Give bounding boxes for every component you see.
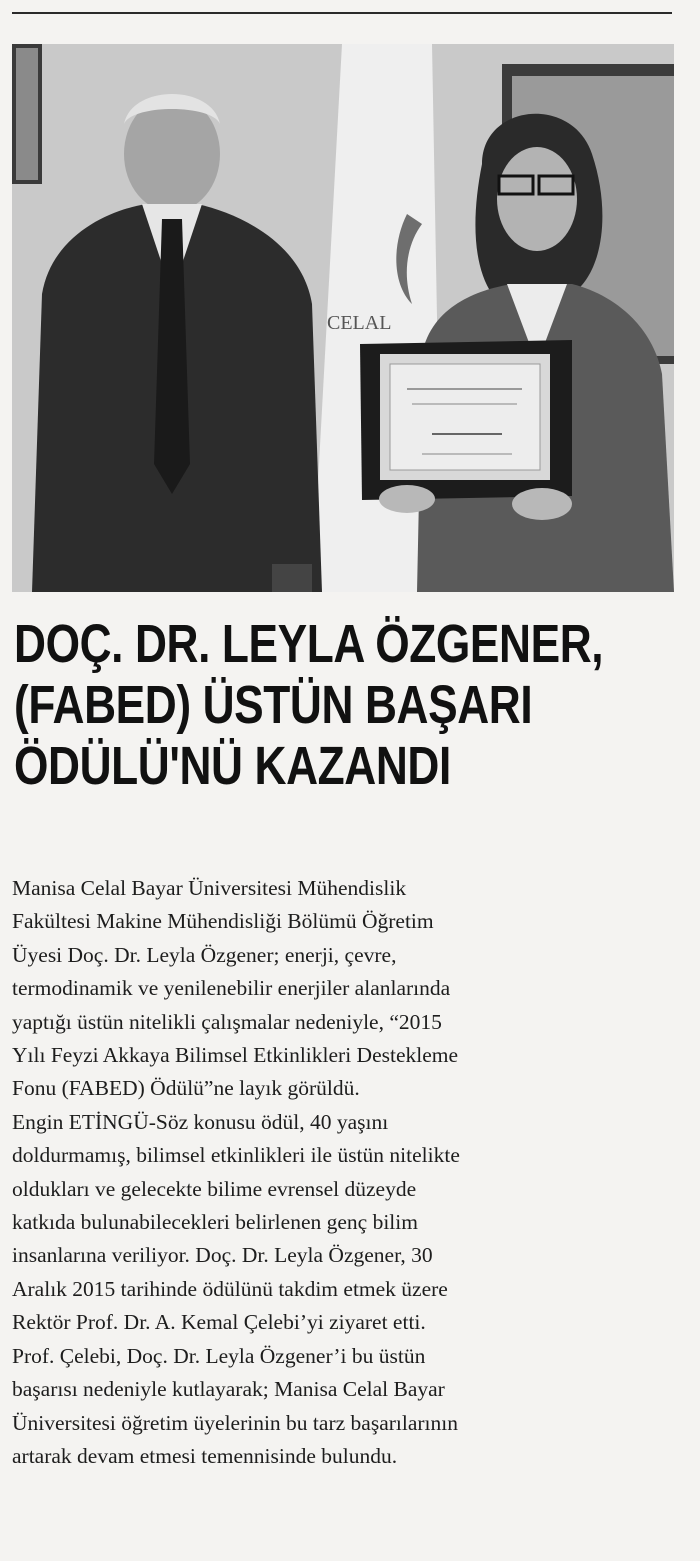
headline-line-1: DOÇ. DR. LEYLA ÖZGENER, [14,614,604,674]
body-line: katkıda bulunabilecekleri belirlenen genç bilim [12,1210,418,1235]
body-line: Prof. Çelebi, Doç. Dr. Leyla Özgener’i bu üstün [12,1343,426,1368]
body-line: artarak devam etmesi temennisinde bulundu. [12,1443,398,1468]
headline [14,614,604,797]
body-line: Engin ETİNGÜ-Söz konusu ödül, 40 yaşını [12,1109,389,1134]
body-line: Üniversitesi öğretim üyelerinin bu tarz başarılarının [12,1410,458,1435]
body-line: başarısı nedeniyle kutlayarak; Manisa Celal Bayar [12,1377,445,1402]
article-body [12,872,688,1473]
body-line: Fakültesi Makine Mühendisliği Bölümü Öğretim [12,909,434,934]
body-line: Aralık 2015 tarihinde ödülünü takdim etmek üzere [12,1276,448,1301]
article-paragraph [12,872,688,1473]
top-rule [12,12,672,14]
body-line: oldukları ve gelecekte bilime evrensel düzeyde [12,1176,417,1201]
body-line: termodinamik ve yenilenebilir enerjiler alanlarında [12,976,451,1001]
body-line: Üyesi Doç. Dr. Leyla Özgener; enerji, çevre, [12,942,397,967]
article-photo [12,44,674,592]
flag-text: CELAL [327,312,392,334]
body-line: Rektör Prof. Dr. A. Kemal Çelebi’yi ziyaret etti. [12,1310,426,1335]
body-line: Fonu (FABED) Ödülü”ne layık görüldü. [12,1076,360,1101]
body-line: insanlarına veriliyor. Doç. Dr. Leyla Özgener, 30 [12,1243,433,1268]
body-line: doldurmamış, bilimsel etkinlikleri ile üstün nitelikte [12,1143,460,1168]
headline-line-2: (FABED) ÜSTÜN BAŞARI [14,675,533,735]
body-line: yaptığı üstün nitelikli çalışmalar nedeniyle, “2015 [12,1009,442,1034]
body-line: Manisa Celal Bayar Üniversitesi Mühendislik [12,876,407,900]
headline-line-3: ÖDÜLÜ'NÜ KAZANDI [14,736,451,796]
body-line: Yılı Feyzi Akkaya Bilimsel Etkinlikleri Destekleme [12,1043,459,1068]
